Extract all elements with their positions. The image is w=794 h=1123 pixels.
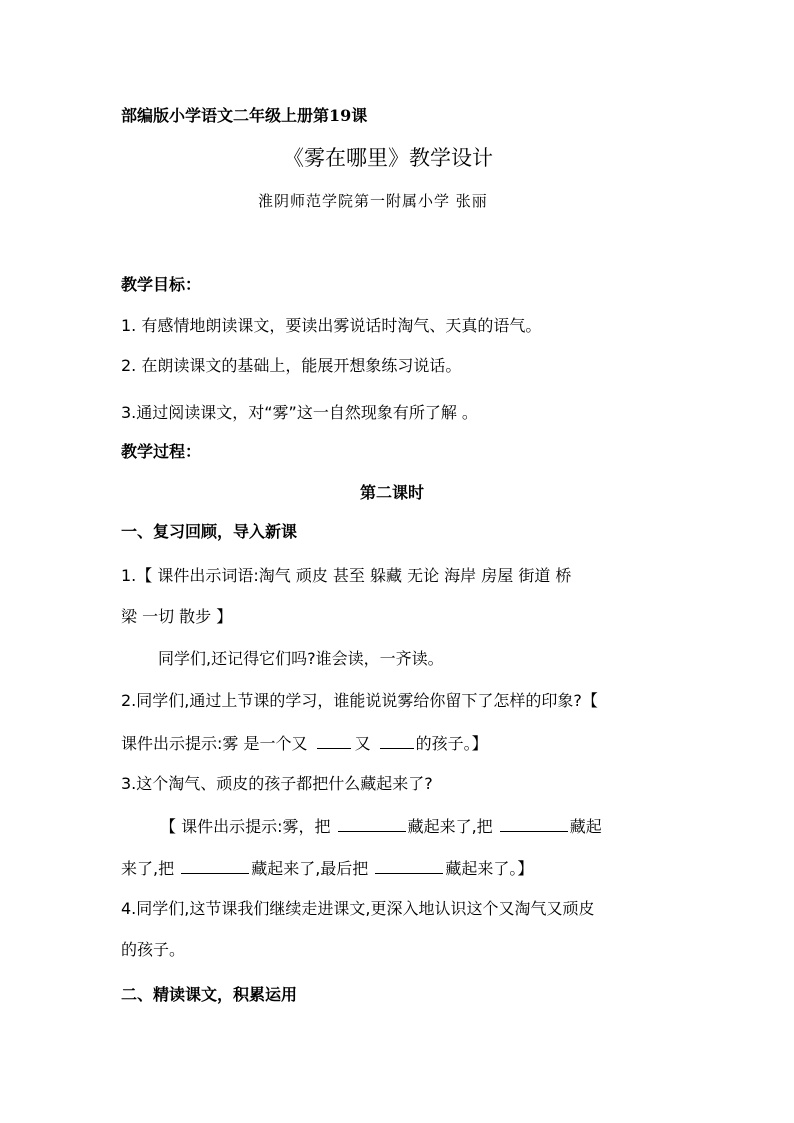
fill-blank: [181, 857, 249, 874]
fill-blank: [338, 815, 406, 832]
process-heading: 教学过程：: [121, 442, 202, 461]
item2-text: 的孩子。】: [415, 734, 488, 753]
item3-text: 藏起: [569, 817, 602, 836]
item3-text: 藏起来了,把: [407, 817, 498, 836]
item3-text: 藏起来了。】: [445, 859, 534, 878]
item4-line: 的孩子。: [121, 940, 186, 959]
item1-line: 1.【 课件出示词语:淘气 顽皮 甚至 躲藏 无论 海岸 房屋 街道 桥: [121, 566, 572, 585]
item1-line: 梁 一切 散步 】: [121, 607, 233, 626]
item2-text: 又: [354, 734, 376, 753]
item1-line: 同学们,还记得它们吗?谁会读，一齐读。: [158, 649, 444, 668]
item2-line: [121, 732, 488, 754]
item3-text: 藏起来了,最后把: [251, 859, 374, 878]
goal-item: 1. 有感情地朗读课文，要读出雾说话时淘气、天真的语气。: [121, 316, 542, 335]
item4-line: 4.同学们,这节课我们继续走进课文,更深入地认识这个又淘气又顽皮: [121, 899, 595, 918]
section-heading: 二、精读课文，积累运用: [121, 985, 298, 1004]
fill-blank: [380, 732, 414, 749]
item3-line: [160, 815, 602, 837]
item2-text: 课件出示提示:雾 是一个又: [121, 734, 313, 753]
course-header: 部编版小学语文二年级上册第19课: [121, 106, 368, 125]
fill-blank: [375, 857, 443, 874]
author-line: 淮阴师范学院第一附属小学 张丽: [258, 192, 488, 210]
lesson-label: 第二课时: [360, 483, 425, 502]
item3-text: 【 课件出示提示:雾，把: [160, 817, 336, 836]
section-heading: 一、复习回顾，导入新课: [121, 522, 298, 541]
fill-blank: [317, 732, 351, 749]
goal-item: 3.通过阅读课文，对“雾”这一自然现象有所了解 。: [121, 403, 478, 422]
item2-line: 2.同学们,通过上节课的学习，谁能说说雾给你留下了怎样的印象?【: [121, 691, 598, 710]
item3-text: 来了,把: [121, 859, 180, 878]
fill-blank: [500, 815, 568, 832]
item3-line: [121, 857, 533, 879]
page-title: 《雾在哪里》教学设计: [283, 146, 493, 170]
goal-item: 2. 在朗读课文的基础上，能展开想象练习说话。: [121, 356, 462, 375]
goals-heading: 教学目标：: [121, 275, 202, 294]
item3-line: 3.这个淘气、顽皮的孩子都把什么藏起来了?: [121, 774, 433, 793]
